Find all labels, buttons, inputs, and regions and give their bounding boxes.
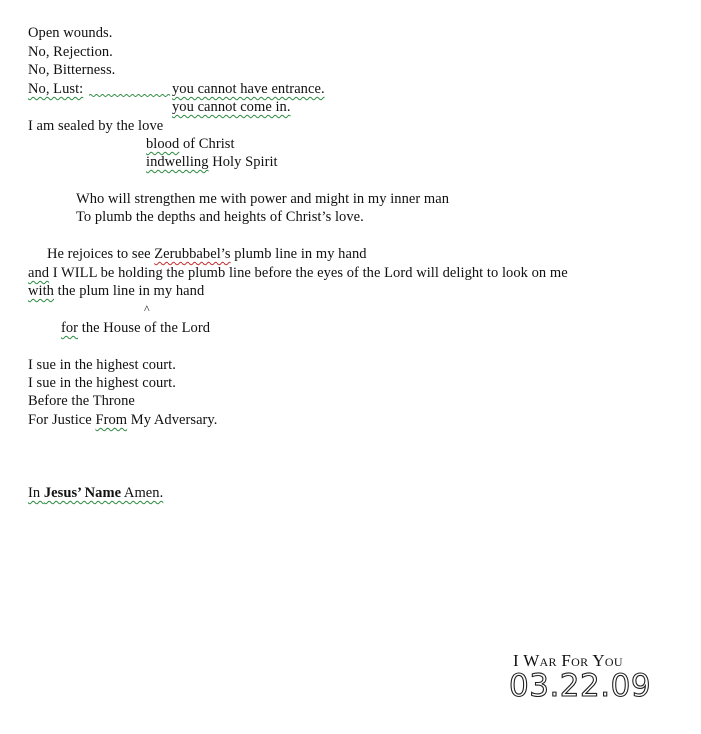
line-text: I am sealed by the love [28, 118, 164, 134]
poem-line [28, 61, 115, 79]
poem-line [28, 80, 83, 98]
line-text: He rejoices to see [47, 246, 155, 262]
line-text: you cannot come in. [172, 99, 291, 115]
poem-line [28, 117, 163, 135]
poem-line [28, 264, 568, 282]
squiggle-gap [89, 80, 172, 98]
poem-line [28, 356, 176, 374]
line-text: you cannot have entrance. [172, 81, 325, 97]
poem-line [146, 135, 235, 153]
logo-date: 03.22.09 [509, 668, 652, 704]
line-text: with [28, 283, 54, 299]
poem-line [172, 80, 325, 98]
line-text: I WILL be holding the plumb line before the eyes of the Lord will delight to look on me [49, 265, 568, 281]
poem-line [28, 484, 163, 502]
line-text: No, Rejection. [28, 44, 113, 60]
line-text: No, Lust: [28, 81, 84, 97]
grammar-squiggle [89, 80, 172, 98]
line-text: I sue in the highest court. [28, 375, 176, 391]
poem-line [28, 374, 176, 392]
poem-line [76, 190, 449, 208]
line-text: the plum line in my hand [53, 283, 205, 299]
poem-line [28, 392, 135, 410]
bold-text: Jesus’ Name [43, 485, 122, 501]
line-text: No, Bitterness. [28, 62, 116, 78]
poem-line [28, 43, 113, 61]
line-text: From [95, 412, 128, 428]
poem-line [28, 282, 204, 300]
poem-line [146, 153, 278, 171]
line-text: Zerubbabel’s [154, 246, 231, 262]
line-text: blood [146, 136, 180, 152]
poem-line [28, 411, 217, 429]
line-text: Before the Throne [28, 393, 135, 409]
line-text: indwelling [146, 154, 209, 170]
line-text: I sue in the highest court. [28, 357, 176, 373]
line-text [28, 485, 163, 501]
line-text: In [28, 485, 44, 501]
poem-line [61, 319, 210, 337]
line-text: Amen. [121, 485, 164, 501]
line-text: of Christ [179, 136, 235, 152]
line-text: Who will strengthen me with power and might in my inner man [76, 191, 450, 207]
poem-line [47, 245, 367, 263]
line-text: Holy Spirit [208, 154, 278, 170]
poem-line [172, 98, 291, 116]
line-text: the House of the Lord [78, 320, 211, 336]
poem-line [28, 24, 112, 42]
logo-title: I War For You [513, 651, 623, 670]
line-text: and [28, 265, 50, 281]
insertion-caret: ^ [144, 302, 150, 316]
line-text: for [61, 320, 79, 336]
line-text: Open wounds. [28, 25, 113, 41]
poem-line [76, 208, 364, 226]
line-text: To plumb the depths and heights of Christ’s love. [76, 209, 364, 225]
line-text: My Adversary. [127, 412, 218, 428]
line-text: For Justice [28, 412, 96, 428]
line-text: plumb line in my hand [230, 246, 367, 262]
